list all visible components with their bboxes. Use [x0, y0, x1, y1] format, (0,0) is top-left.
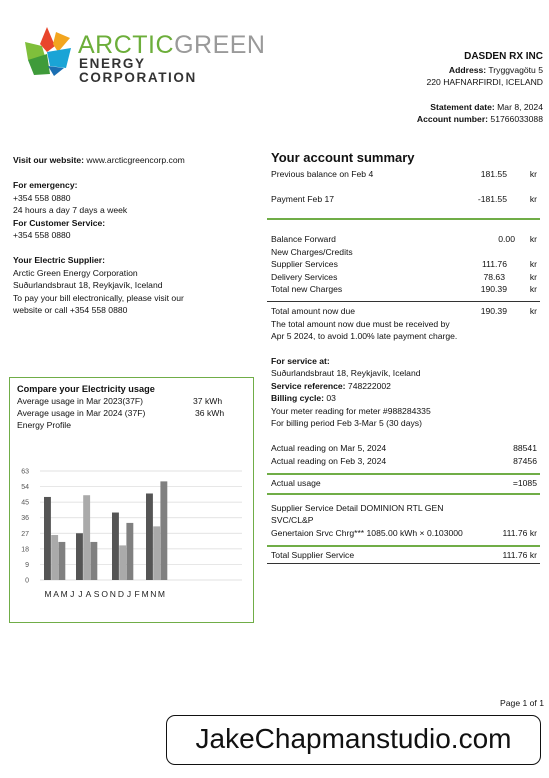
delivery-services-amount: 78.63: [483, 272, 505, 282]
actual-mar-row: [271, 442, 541, 454]
divider: [267, 218, 540, 220]
chart-bar: [153, 526, 160, 580]
y-tick-label: 63: [21, 468, 29, 476]
x-tick-label: A: [85, 589, 92, 599]
period-line: For billing period Feb 3-Mar 5 (30 days): [271, 418, 422, 429]
x-tick-label: M: [60, 589, 68, 599]
total-new-amount: 190.39: [480, 284, 507, 294]
chart-bar: [90, 542, 97, 580]
total-due-amount: 190.39: [480, 306, 507, 316]
service-reference: [271, 380, 431, 392]
x-tick-label: J: [126, 589, 132, 599]
supplier-name: Arctic Green Energy Corporation: [13, 267, 138, 278]
divider: [267, 493, 540, 495]
total-new-row: [271, 283, 541, 295]
actual-mar-label: Actual reading on Mar 5, 2024: [271, 443, 387, 453]
logo-word-green: GREEN: [174, 31, 266, 59]
due-note-line1: The total amount now due must be received by: [271, 319, 450, 329]
statement-label: Statement date:: [430, 101, 495, 112]
divider: [267, 563, 540, 564]
x-tick-label: F: [134, 589, 140, 599]
actual-mar-value: 88541: [513, 443, 537, 453]
balance-forward-amount: 0.00: [498, 234, 515, 244]
actual-usage-value: =1085: [512, 478, 537, 488]
currency: kr: [529, 194, 537, 204]
usage-line2-value: 36 kWh: [195, 408, 225, 418]
account-value: 51766033088: [490, 114, 543, 125]
summary-title: Your account summary: [271, 150, 415, 165]
actual-feb-row: [271, 455, 541, 467]
currency: kr: [529, 284, 537, 294]
chart-bar: [119, 545, 126, 580]
pay-note-line2: website or call +354 558 0880: [13, 305, 128, 316]
supplier-services-amount: 111.76: [481, 259, 507, 269]
usage-box-title: Compare your Electricity usage: [17, 384, 155, 394]
payment-label: Payment Feb 17: [271, 194, 335, 204]
y-tick-label: 45: [21, 499, 29, 507]
customer-block: [417, 50, 543, 126]
actual-usage-row: [271, 477, 541, 489]
y-tick-label: 18: [21, 546, 29, 554]
service-ref-label: Service reference:: [271, 380, 346, 391]
emergency-label: For emergency:: [13, 180, 78, 191]
y-tick-label: 27: [21, 530, 29, 538]
currency: kr: [529, 259, 537, 269]
prev-balance-amount: 181.55: [480, 169, 507, 179]
currency: kr: [529, 169, 537, 179]
payment-amount: -181.55: [477, 194, 507, 204]
logo-leaf-icon: [20, 26, 74, 78]
x-tick-label: N: [109, 589, 116, 599]
charge-row: [271, 527, 541, 539]
pay-note-line1: To pay your bill electronically, please visit our: [13, 292, 184, 303]
address-label: Address:: [448, 65, 487, 75]
actual-feb-value: 87456: [513, 456, 537, 466]
charge-amount: 111.76 kr: [502, 528, 537, 538]
balance-forward-row: [271, 233, 541, 245]
prev-balance-row: [271, 168, 541, 180]
website-label: Visit our website:: [13, 155, 84, 165]
due-note-line2: Apr 5 2024, to avoid 1.00% late payment charge.: [271, 331, 458, 341]
customer-name: DASDEN RX INC: [464, 51, 543, 62]
currency: kr: [529, 234, 537, 244]
usage-line1-label: Average usage in Mar 2023(37F): [17, 396, 143, 406]
service-block: [271, 355, 431, 429]
service-address: Suðurlandsbraut 18, Reykjavík, Iceland: [271, 368, 421, 379]
chart-bar: [51, 535, 58, 580]
actual-usage-label: Actual usage: [271, 478, 321, 488]
account-number: [417, 113, 543, 125]
chart-bar: [83, 495, 90, 580]
address-line2: 220 HAFNARFIRDI, ICELAND: [426, 77, 543, 88]
y-tick-label: 54: [21, 484, 29, 492]
delivery-services-label: Delivery Services: [271, 272, 338, 282]
x-tick-label: S: [93, 589, 100, 599]
chart-bar: [58, 542, 65, 580]
company-logo: [20, 26, 266, 85]
detail-line2: SVC/CL&P: [271, 515, 314, 525]
x-tick-label: J: [70, 589, 75, 599]
actual-feb-label: Actual reading on Feb 3, 2024: [271, 456, 387, 466]
billing-cycle-label: Billing cycle:: [271, 393, 325, 404]
watermark-banner: JakeChapmanstudio.com: [166, 715, 541, 765]
usage-line2-label: Average usage in Mar 2024 (37F): [17, 408, 146, 418]
contact-column: [13, 154, 185, 316]
chart-bar: [146, 493, 153, 580]
chart-bar: [44, 497, 51, 580]
total-due-label: Total amount now due: [271, 306, 356, 316]
chart-bar: [112, 513, 119, 580]
total-due-row: [271, 305, 541, 317]
usage-line1-value: 37 kWh: [193, 396, 223, 406]
meter-line: Your meter reading for meter #988284335: [271, 405, 431, 416]
x-tick-label: M: [141, 589, 149, 599]
supplier-label: Your Electric Supplier:: [13, 255, 106, 266]
supplier-services-label: Supplier Services: [271, 259, 338, 269]
x-tick-label: N: [150, 589, 157, 599]
logo-word-arctic: ARCTIC: [78, 31, 175, 59]
charge-label: Genertaion Srvc Chrg*** 1085.00 kWh × 0.103000: [271, 528, 463, 538]
customer-service-phone: +354 558 0880: [13, 230, 71, 241]
website-link[interactable]: www.arcticgreencorp.com: [86, 155, 185, 165]
delivery-services-row: [271, 271, 541, 283]
statement-date: [417, 101, 543, 113]
supplier-address: Suðurlandsbraut 18, Reykjavík, Iceland: [13, 280, 163, 291]
usage-comparison-box: [9, 377, 254, 623]
website-line: [13, 154, 185, 166]
total-new-label: Total new Charges: [271, 284, 343, 294]
emergency-phone: +354 558 0880: [13, 192, 71, 203]
new-charges-label: New Charges/Credits: [271, 247, 353, 257]
for-service-label: For service at:: [271, 356, 330, 366]
total-supplier-amount: 111.76 kr: [502, 550, 537, 560]
y-tick-label: 9: [25, 561, 29, 569]
x-tick-label: A: [53, 589, 59, 599]
chart-bar: [126, 523, 133, 580]
statement-value: Mar 8, 2024: [497, 101, 543, 112]
energy-profile-chart: [10, 378, 253, 622]
supplier-services-row: [271, 258, 541, 270]
logo-wordmark: [78, 32, 265, 58]
customer-service-label: For Customer Service:: [13, 217, 106, 228]
payment-row: [271, 193, 541, 205]
divider: [267, 473, 540, 475]
balance-forward-label: Balance Forward: [271, 234, 336, 244]
logo-subtitle: ENERGY CORPORATION: [79, 56, 197, 85]
prev-balance-label: Previous balance on Feb 4: [271, 169, 374, 179]
new-charges-row: [271, 246, 541, 258]
currency: kr: [529, 306, 537, 316]
detail-line1: Supplier Service Detail DOMINION RTL GEN: [271, 503, 444, 513]
service-ref-value: 748222002: [347, 380, 391, 391]
x-tick-label: O: [101, 589, 109, 599]
x-tick-label: J: [78, 589, 83, 599]
y-tick-label: 0: [25, 577, 29, 585]
x-tick-label: M: [44, 589, 52, 599]
billing-cycle: [271, 392, 431, 404]
billing-cycle-value: 03: [326, 393, 336, 404]
x-tick-label: M: [157, 589, 165, 599]
chart-bar: [160, 481, 167, 580]
page-number: Page 1 of 1: [500, 698, 544, 708]
total-supplier-row: [271, 549, 541, 561]
y-tick-label: 36: [21, 515, 29, 523]
divider: [267, 301, 540, 302]
emergency-hours: 24 hours a day 7 days a week: [13, 205, 128, 216]
x-tick-label: D: [117, 589, 124, 599]
chart-bar: [76, 533, 83, 580]
total-supplier-label: Total Supplier Service: [271, 550, 355, 560]
address-line1: Tryggvagötu 5: [488, 65, 543, 75]
currency: kr: [529, 272, 537, 282]
energy-profile-label: Energy Profile: [17, 420, 71, 430]
customer-address: [417, 64, 543, 76]
account-label: Account number:: [416, 114, 489, 125]
divider: [267, 545, 540, 547]
